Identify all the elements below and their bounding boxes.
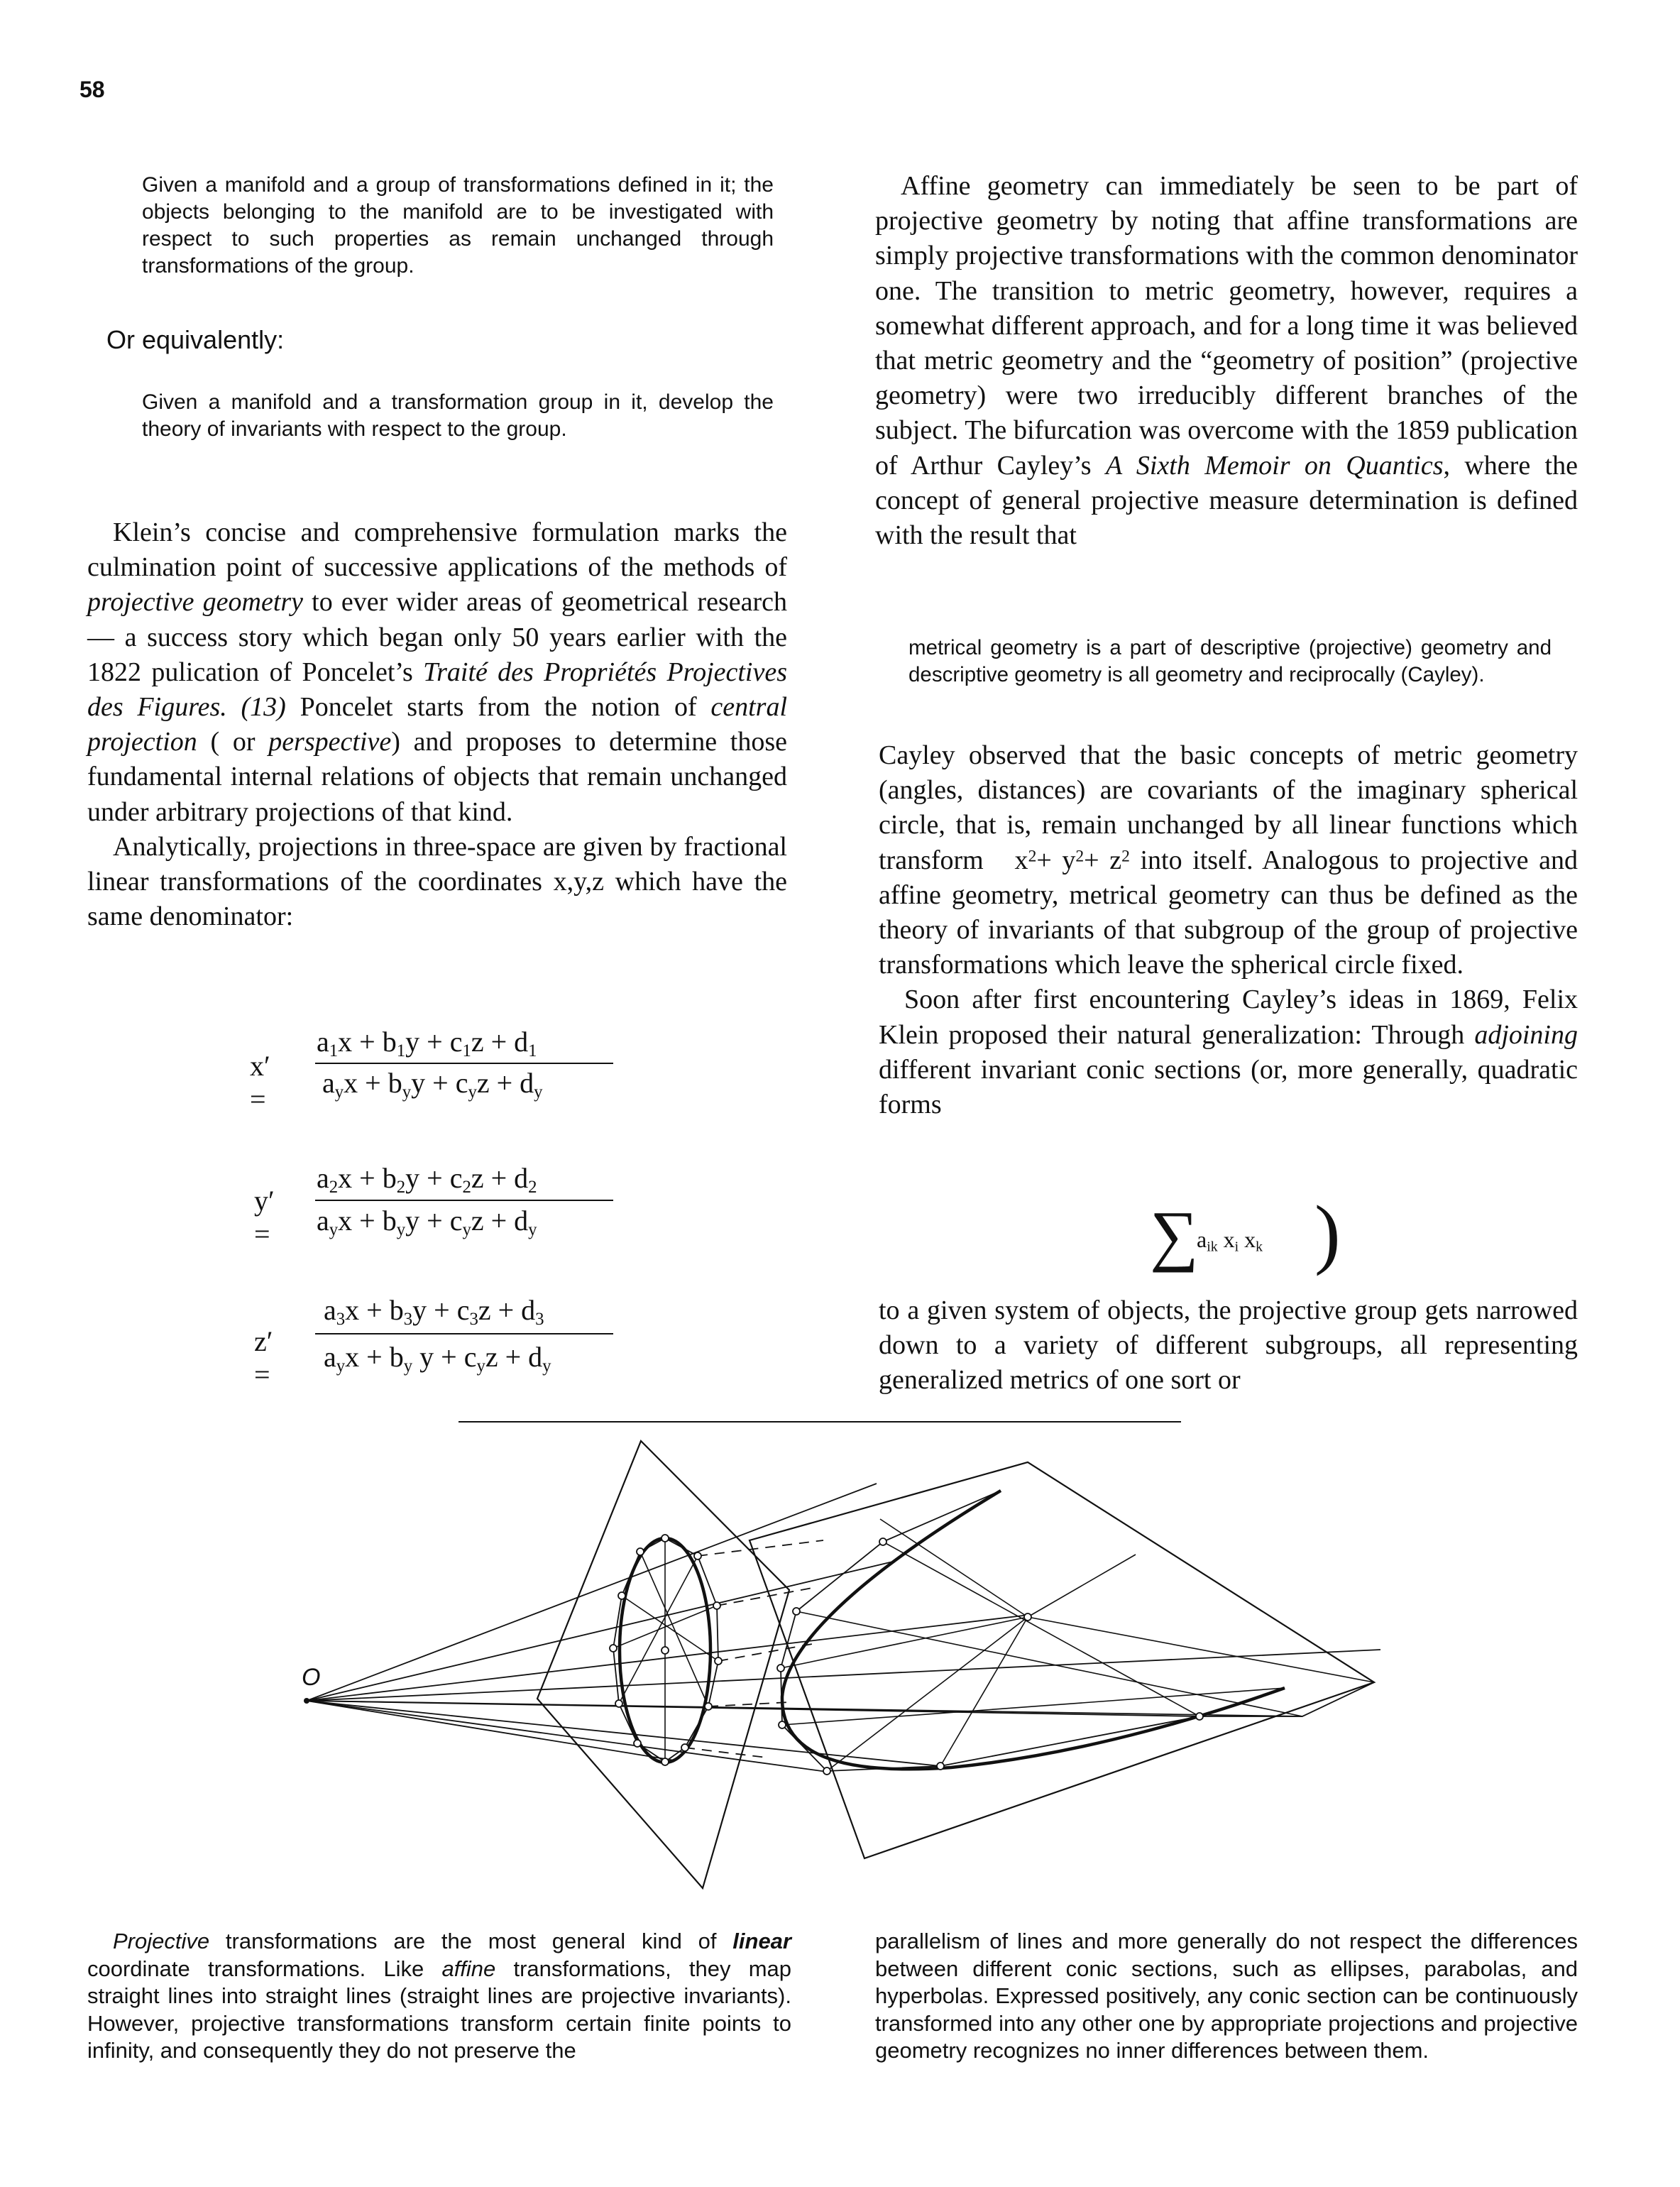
page-number: 58: [79, 77, 105, 102]
klein-quote-2-text: Given a manifold and a transformation group in it, develop the theory of invariants with respect to the group.: [142, 390, 774, 441]
equation-y-numerator: $a_2x + b_2y + c_2z + d_2$: [317, 1162, 537, 1197]
projection-rays: [307, 1484, 1380, 1772]
equation-x-denominator: $a_yx + b_yy + c_yz + d_y$: [322, 1067, 543, 1102]
equation-x-numerator: $a_1x + b_1y + c_1z + d_1$: [317, 1026, 537, 1060]
right-paragraph-3: Soon after first encountering Cayley’s ideas in 1869, Felix Klein proposed their natural generalization: Through adjoining different invariant conic sections (or, more generally, quadratic forms: [879, 985, 1578, 1120]
image-plane-lines: [781, 1519, 1374, 1771]
cayley-quote-text: metrical geometry is a part of descriptive (projective) geometry and descriptive geometry is all geometry and reciprocally (Cayley).: [908, 636, 1552, 686]
right-paragraph-1: Affine geometry can immediately be seen to be part of projective geometry by noting that affine transformations are simply projective transformations with the common denominator one. The transition to metric geometry, however, requires a somewhat different approach, and for a long time it was believed that metric geometry and the “geometry of position” (projective geometry) were two irreducibly different branches of the subject. The bifurcation was overcome with the 1859 publication of Arthur Cayley’s A Sixth Memoir on Quantics, where the concept of general projective measure determination is defined with the result that: [875, 171, 1578, 551]
left-paragraph-2: Analytically, projections in three-space are given by fractional linear transformations of the coordinates x,y,z which have the same denominator:: [87, 831, 787, 932]
equation-y-lhs: y′ =: [254, 1185, 275, 1250]
caption-right-text: parallelism of lines and more generally do not respect the differences between different conic sections, such as ellipses, parabolas, and hyperbolas. Expressed positively, any conic section can be continuously transformed into any other one by appropriate projections and projective geometry recognizes no inner differences between them.: [875, 1929, 1578, 2063]
origin-label: O: [302, 1664, 321, 1691]
picture-plane: [537, 1441, 789, 1888]
right-paragraph-4: to a given system of objects, the projective group gets narrowed down to a variety of different subgroups, all representing generalized metrics of one sort or: [879, 1295, 1578, 1396]
equation-z-denominator: $a_yx + b_y$ $y + c_yz + d_y$: [324, 1341, 551, 1376]
equation-z-numerator: $a_3x + b_3y + c_3z + d_3$: [324, 1294, 544, 1329]
image-plane: [750, 1462, 1374, 1858]
equation-z-lhs: z′ =: [254, 1325, 273, 1391]
figure-caption-right: [875, 1928, 1578, 2065]
origin-point: [304, 1698, 309, 1704]
klein-quote-1-text: Given a manifold and a group of transformations defined in it; the objects belonging to the manifold are to be investigated with respect to such properties as remain unchanged through transformations of the group.: [142, 173, 774, 278]
equation-x-lhs: x′ =: [250, 1050, 270, 1115]
figure-caption-left: [87, 1928, 791, 2065]
left-paragraph-1: Klein’s concise and comprehensive formulation marks the culmination point of successive applications of the methods of projective geometry to ever wider areas of geometrical research — a success story which began only 50 years earlier with the 1822 pulication of Poncelet’s Traité des Propriétés Projectives des Figures. (13) Poncelet starts from the notion of central projection ( or perspective) and proposes to determine those fundamental internal relations of objects that remain unchanged under arbitrary projections of that kind.: [87, 517, 788, 827]
or-equivalently-label: Or equivalently:: [106, 325, 285, 354]
right-paragraph-2: Cayley observed that the basic concepts of metric geometry (angles, distances) are covariants of the imaginary spherical circle, that is, remain unchanged by all linear functions which transform $x^2+ y^2+ z^2$ into itself. Analogous to projective and affine geometry, metrical geometry can thus be defined as the theory of invariants of that subgroup of the group of projective transformations which leave the spherical circle fixed.: [879, 740, 1579, 980]
caption-left-text: Projective transformations are the most general kind of linear coordinate transformations. Like affine transformations, they map straight lines into straight lines (straight lines are projective invariants). However, projective transformations transform certain finite points to infinity, and consequently they do not preserve the: [87, 1929, 791, 2063]
conic-parabola: [782, 1491, 1285, 1769]
equation-y-denominator: $a_yx + b_yy + c_yz + d_y$: [317, 1205, 537, 1239]
parabola-polygon: [781, 1491, 1374, 1771]
